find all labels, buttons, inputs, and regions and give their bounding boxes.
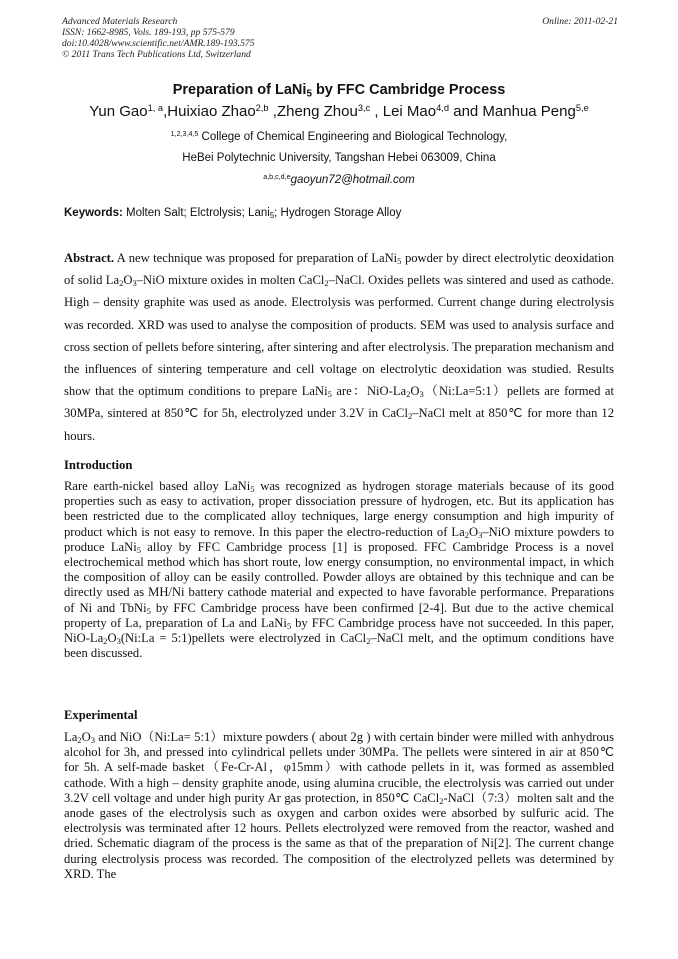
keywords: Keywords: Molten Salt; Elctrolysis; Lani$_5$; Hydrogen Storage Alloy: [64, 207, 402, 220]
affiliation-line-2: HeBei Polytechnic University, Tangshan Hebei 063009, China: [182, 152, 496, 164]
abstract-label: Abstract.: [64, 251, 115, 265]
author-email[interactable]: gaoyun72@hotmail.com: [290, 174, 415, 186]
email-line: $^{a,b,c,d,e}$gaoyun72@hotmail.com: [263, 173, 415, 186]
journal-name: Advanced Materials Research: [62, 16, 178, 27]
doi-line: doi:10.4028/www.scientific.net/AMR.189-193.575: [62, 38, 255, 49]
issn-line: ISSN: 1662-8985, Vols. 189-193, pp 575-579: [62, 27, 235, 38]
abstract: Abstract. A new technique was proposed for preparation of LaNi$_5$ powder by direct electrolytic deoxidation of solid $La_2O_3$–NiO mixture oxides in molten CaCl$_2$–NaCl. Oxides pellets was sintered and used as cathode. High – density graphite was used as anode. Electrolysis was performed. Current change during electrolysis was recorded. XRD was used to analyse the composition of products. SEM was used to analysis surface and cross section of pellets before sintering, after sintering and after electrolysis. The preparation mechanism and the influences of sintering temperature and cell voltage on electrolytic deoxidation was studied. Results show that the optimum conditions to prepare LaNi$_5$ are：NiO-$La_2O_3(Ni:La=5:1)pellets$ are formed at 30MPa, sintered at 850℃ for 5h, electrolyzed under 3.2V in CaCl$_2$–NaCl melt at 850℃ for more than 12 hours.: [64, 251, 615, 443]
introduction-paragraph: Rare earth-nickel based alloy LaNi$_5$ was recognized as hydrogen storage materials because of its good properties such as easy to activation, proper dissociation pressure of hydrogen, etc. But its application has been restricted due to the complicated alloy techniques, large energy consumption and high impurity of product which is not easy to remove. In this paper the electro-reduction of $La_2O_3$–NiO mixture powders to produce LaNi$_5$ alloy by FFC Cambridge process [1] is proposed. FFC Cambridge Process is a novel electrochemical method which has short route, low energy consumption, no environmental impact, in which the composition of alloy can be easily controlled. Powder alloys are obtained by this technique and can be directly used as MH/Ni battery cathode material and expected to have favorable performance. Preparations of Ni and TbNi$_5$ by FFC Cambridge process have been confirmed [2-4]. But due to the active chemical property of La, preparation of La and LaNi$_5$ by FFC Cambridge process have not succeeded. In this paper, NiO-$La_2O_3(Ni:La$ = 5:1)pellets were electrolyzed in CaCl$_2$–NaCl melt, and the optimum conditions have been discussed.: [64, 479, 614, 661]
header-left: [62, 16, 618, 60]
paper-title: Preparation of LaNi$_5$ by FFC Cambridge Process: [172, 82, 506, 100]
affiliation-line-1: $^{1,2,3,4,5}$ College of Chemical Engineering and Biological Technology,: [170, 130, 508, 143]
experimental-paragraph: $La_2O_3$ and NiO（Ni:La= 5:1）mixture powders ( about 2g ) with certain binder were milled with anhydrous alcohol for 3h, and pressed into cylindrical pellets under 30MPa. The pellets were sintered in air at 850℃ for 5h. A self-made basket（Fe-Cr-Al，φ15mm）with cathode pellets in it, was formed as assembled cathode. With a high – density graphite anode, using alumina crucible, the electrolysis was carried out under 3.2V cell voltage and under high purity Ar gas protection, in 850℃ CaCl$_2$-NaCl（7:3）molten salt and the anode gases of the electrolysis such as oxygen and carbon oxides were absorbed by sulfuric acid. The electrolysis was terminated after 12 hours. Pellets electrolyzed were removed from the reactor, washed and dried. Schematic diagram of the process is the same as that of the preparation of Ni[2]. The current change during electrolysis process was recorded. The composition of the electrolyzed pellets was determined by XRD. The: [64, 730, 614, 881]
author-list: Yun Gao$^{1, a}$,Huixiao Zhao$^{2,b}$ ,Zheng Zhou$^{3,c}$ , Lei Mao$^{4,d}$ and Manhua Peng$^{5,e}$: [89, 102, 589, 120]
keywords-label: Keywords:: [64, 207, 123, 219]
online-date: Online: 2011-02-21: [542, 16, 618, 27]
section-heading-experimental: Experimental: [64, 708, 138, 722]
section-heading-introduction: Introduction: [64, 458, 133, 472]
running-header: [62, 16, 618, 60]
copyright-line: © 2011 Trans Tech Publications Ltd, Switzerland: [62, 49, 251, 60]
